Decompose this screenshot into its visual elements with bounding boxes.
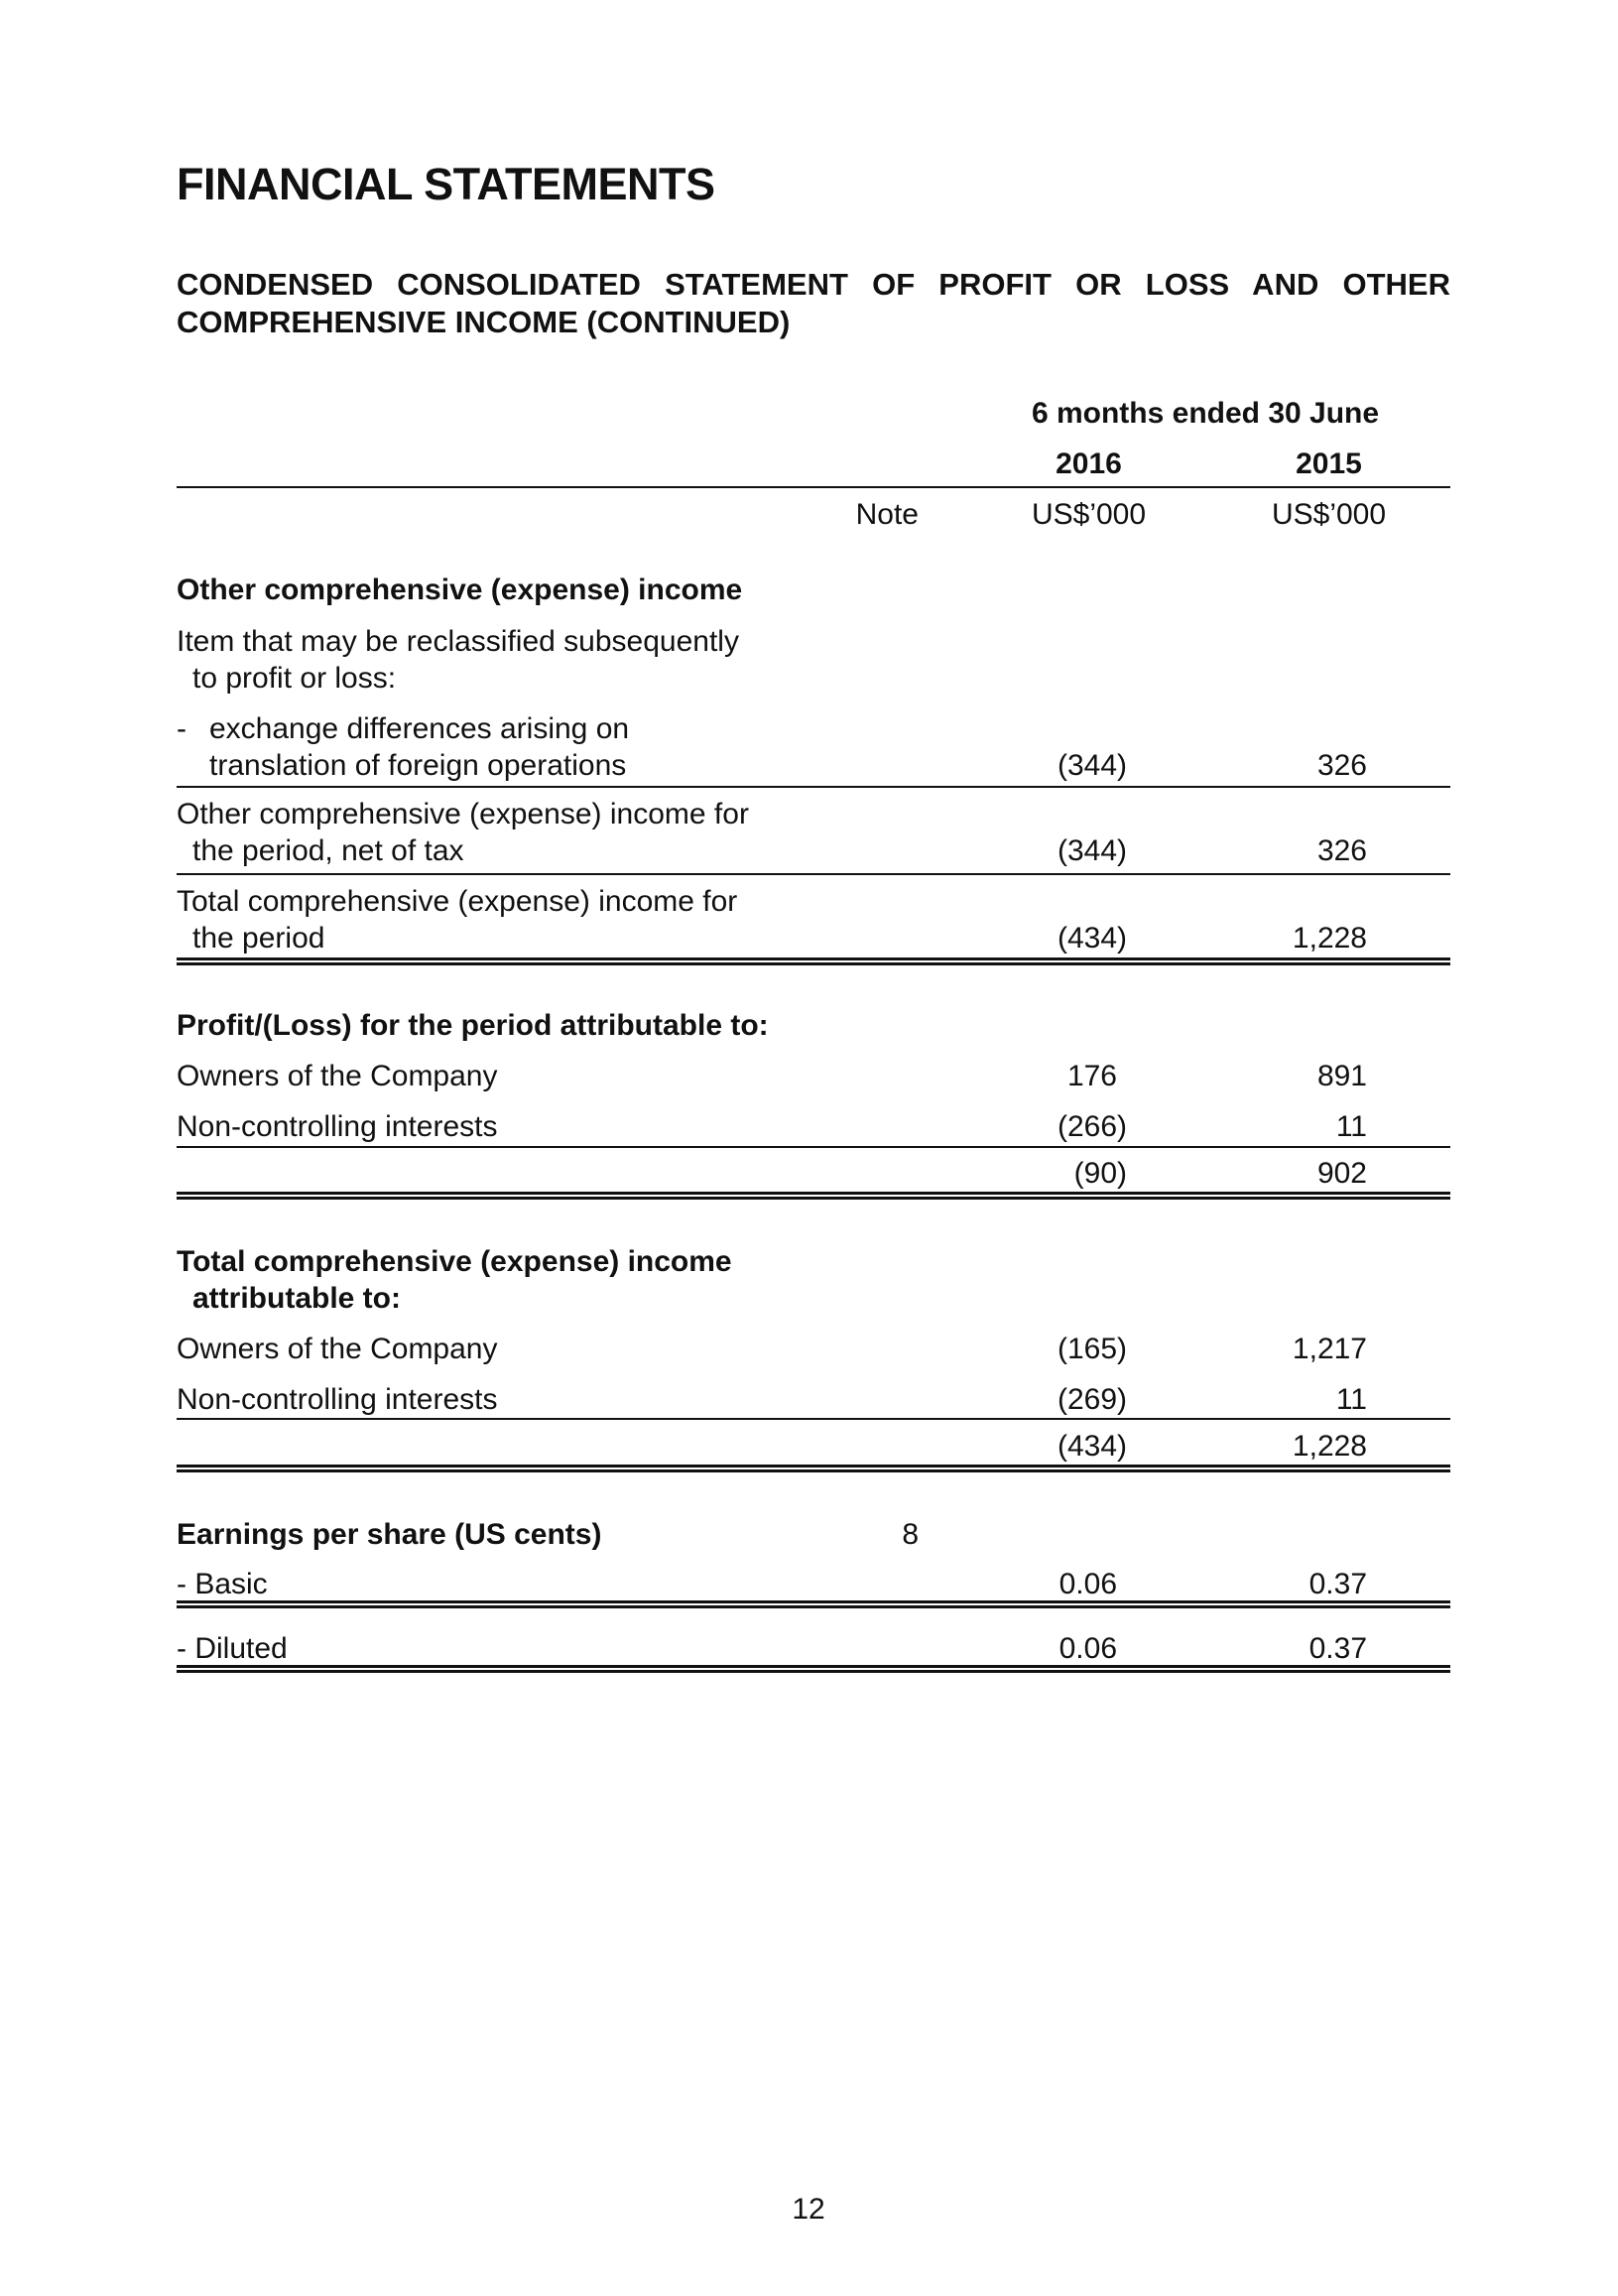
unit-2016-header: US$’000 xyxy=(1031,498,1147,531)
total-double-rule xyxy=(177,1600,1450,1608)
profit-owners-2015-value: 891 xyxy=(1316,1060,1367,1092)
statement-subtitle xyxy=(177,266,1450,341)
tci-nci-2016-value: (269) xyxy=(1057,1383,1127,1416)
profit-total-2015-value: 902 xyxy=(1316,1157,1367,1190)
tci-owners-label: Owners of the Company xyxy=(177,1333,498,1365)
reclass-line-1: Item that may be reclassified subsequently xyxy=(177,625,739,658)
profit-attr-heading: Profit/(Loss) for the period attributable to: xyxy=(177,1009,769,1042)
profit-nci-2015-value: 11 xyxy=(1335,1110,1367,1143)
exchange-line-1: exchange differences arising on xyxy=(209,712,630,745)
subtotal-rule xyxy=(177,873,1450,875)
total-double-rule xyxy=(177,1665,1450,1673)
reclass-line-2: to profit or loss: xyxy=(192,662,397,695)
page-title: FINANCIAL STATEMENTS xyxy=(177,159,715,209)
total-double-rule xyxy=(177,1465,1450,1472)
subtotal-rule xyxy=(177,1418,1450,1420)
subtitle-line-1: CONDENSED CONSOLIDATED STATEMENT OF PROFIT OR LOSS AND OTHER xyxy=(177,267,1450,302)
tci-line-2: the period xyxy=(192,922,325,955)
unit-2015-header: US$’000 xyxy=(1271,498,1387,531)
profit-nci-label: Non-controlling interests xyxy=(177,1110,498,1143)
year-2015-header: 2015 xyxy=(1296,447,1362,480)
eps-heading: Earnings per share (US cents) xyxy=(177,1518,602,1551)
eps-diluted-label: - Diluted xyxy=(177,1632,288,1665)
profit-owners-2016-value: 176 xyxy=(1066,1060,1117,1092)
tci-total-2015-value: 1,228 xyxy=(1292,1430,1367,1463)
tci-owners-2016-value: (165) xyxy=(1057,1333,1127,1365)
tci-2015-value: 1,228 xyxy=(1292,922,1367,955)
year-2016-header: 2016 xyxy=(1056,447,1122,480)
eps-note-ref: 8 xyxy=(902,1518,919,1551)
eps-diluted-2016-value: 0.06 xyxy=(1058,1632,1117,1665)
tci-owners-2015-value: 1,217 xyxy=(1292,1333,1367,1365)
total-double-rule xyxy=(177,957,1450,965)
oci-heading: Other comprehensive (expense) income xyxy=(177,574,743,606)
tci-total-2016-value: (434) xyxy=(1057,1430,1127,1463)
note-column-header: Note xyxy=(855,498,919,531)
oci-net-line-2: the period, net of tax xyxy=(192,834,464,867)
tci-nci-label: Non-controlling interests xyxy=(177,1383,498,1416)
period-header: 6 months ended 30 June xyxy=(1031,397,1380,430)
profit-owners-label: Owners of the Company xyxy=(177,1060,498,1092)
exchange-2016-value: (344) xyxy=(1057,749,1127,782)
eps-basic-label: - Basic xyxy=(177,1568,268,1600)
tci-attr-heading-line-2: attributable to: xyxy=(192,1282,401,1315)
exchange-dash: - xyxy=(177,712,187,745)
subtotal-rule xyxy=(177,786,1450,788)
tci-line-1: Total comprehensive (expense) income for xyxy=(177,885,738,918)
exchange-line-2: translation of foreign operations xyxy=(209,749,627,782)
eps-basic-2015-value: 0.37 xyxy=(1308,1568,1367,1600)
subtotal-rule xyxy=(177,1146,1450,1148)
profit-total-2016-value: (90) xyxy=(1073,1157,1127,1190)
tci-2016-value: (434) xyxy=(1057,922,1127,955)
tci-nci-2015-value: 11 xyxy=(1335,1383,1367,1416)
oci-net-2015-value: 326 xyxy=(1316,834,1367,867)
eps-diluted-2015-value: 0.37 xyxy=(1308,1632,1367,1665)
tci-attr-heading-line-1: Total comprehensive (expense) income xyxy=(177,1245,732,1278)
exchange-2015-value: 326 xyxy=(1316,749,1367,782)
header-rule xyxy=(177,486,1450,488)
page-number: 12 xyxy=(792,2193,825,2226)
subtitle-line-2: COMPREHENSIVE INCOME (CONTINUED) xyxy=(177,305,791,339)
oci-net-line-1: Other comprehensive (expense) income for xyxy=(177,798,749,830)
oci-net-2016-value: (344) xyxy=(1057,834,1127,867)
profit-nci-2016-value: (266) xyxy=(1057,1110,1127,1143)
total-double-rule xyxy=(177,1192,1450,1200)
eps-basic-2016-value: 0.06 xyxy=(1058,1568,1117,1600)
